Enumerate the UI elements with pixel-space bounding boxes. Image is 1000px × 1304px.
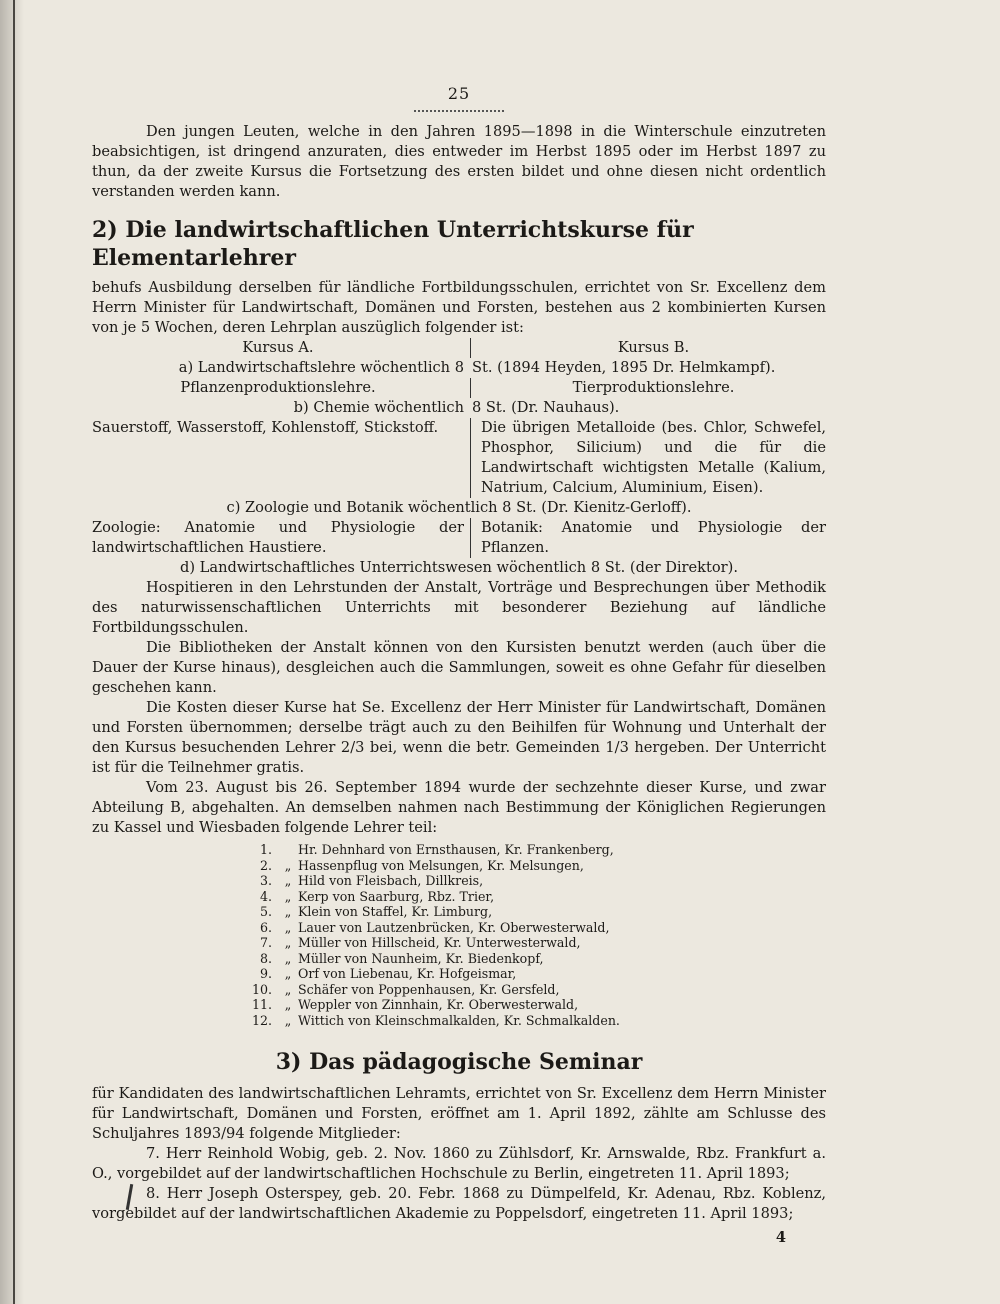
subject-a-topics [92,378,826,398]
paragraph-teilnehmer: Vom 23. August bis 26. September 1894 wurde der sechzehnte dieser Kurse, und zwar Abteilung B, abgehalten. An demselben nahmen nach Bestimmung der Königlichen Regierungen zu Kassel und Wiesbaden folgende Lehrer teil: [92,779,826,836]
subject-c-topic-right: Botanik: Anatomie und Physiologie der Pflanzen. [470,518,826,558]
page-number-ornament [414,104,504,112]
list-item: 4. „ Kerp von Saarburg, Rbz. Trier, [259,888,495,904]
list-item: 7. „ Müller von Hillscheid, Kr. Unterwesterwald, [259,935,581,950]
kurs-b-label: Kursus B. [470,338,826,358]
list-item: 9. „ Orf von Liebenau, Kr. Hofgeismar, [259,966,517,981]
list-item: 12. „ Wittich von Kleinschmalkalden, Kr. Schmalkalden. [251,1012,620,1028]
paragraph-kosten: Die Kosten dieser Kurse hat Se. Excellenz der Herr Minister für Landwirtschaft, Domänen und Forsten übernommen; derselbe trägt auch zu den Beihilfen für Wohnung und Unterhalt der den Kursus besuchenden Lehrer 2/3 bei, wenn die betr. Gemeinden 1/3 hergeben. Der Unterricht ist für die Teilnehmer gratis. [92,699,826,776]
kurs-header-row [92,338,826,358]
list-item: 3. „ Hild von Fleisbach, Dillkreis, [259,873,484,888]
list-item: 6. „ Lauer von Lautzenbrücken, Kr. Oberwesterwald, [259,919,610,935]
list-item: 2. „ Hassenpflug von Melsungen, Kr. Melsungen, [259,857,584,873]
intro-paragraph: Den jungen Leuten, welche in den Jahren 1895—1898 in die Winterschule einzutreten beabsichtigen, ist dringend anzuraten, dies entweder im Herbst 1895 oder im Herbst 1897 zu thun, da der zweite Kursus die Fortsetzung des ersten bildet und ohne diesen nicht ordentlich verstanden werden kann. [92,123,826,200]
subject-a-topic-left: Pflanzenproduktionslehre. [180,379,376,396]
member-7: 7. Herr Reinhold Wobig, geb. 2. Nov. 1860 zu Zühlsdorf, Kr. Arnswalde, Rbz. Frankfurt a. O., vorgebildet auf der landwirtschaftlichen Hochschule zu Berlin, eingetreten 11. April 1893; [92,1145,826,1182]
section-3-intro: für Kandidaten des landwirtschaftlichen Lehramts, errichtet von Sr. Excellenz dem Herrn Minister für Landwirtschaft, Domänen und Forsten, eröffnet am 1. April 1892, zählte am Schlusse des Schuljahres 1893/94 folgende Mitglieder: [92,1085,826,1142]
member-8: 8. Herr Joseph Osterspey, geb. 20. Febr. 1868 zu Dümpelfeld, Kr. Adenau, Rbz. Koblenz, vorgebildet auf der landwirtschaftlichen Akademie zu Poppelsdorf, eingetreten 11. April 1893; [92,1185,826,1222]
list-item: 10. „ Schäfer von Poppenhausen, Kr. Gersfeld, [251,981,560,997]
paragraph-hospitieren: Hospitieren in den Lehrstunden der Anstalt, Vorträge und Besprechungen über Methodik des naturwissenschaftlichen Unterrichts mit besonderer Beziehung auf ländliche Fortbildungsschulen. [92,579,826,636]
section-2-heading: 2) Die landwirtschaftlichen Unterrichtskurse für Elementarlehrer [92,217,694,271]
subject-b-topic-right: Die übrigen Metalloide (bes. Chlor, Schwefel, Phosphor, Silicium) und die für die Landwirtschaft wichtigsten Metalle (Kalium, Natrium, Calcium, Aluminium, Eisen). [470,418,826,498]
list-item: 11. „ Weppler von Zinnhain, Kr. Oberwesterwald, [251,997,579,1012]
list-item: 1. Hr. Dehnhard von Ernsthausen, Kr. Frankenberg, [259,842,614,857]
subject-a-right: St. (1894 Heyden, 1895 Dr. Helmkampf). [472,359,776,376]
list-item: 8. „ Müller von Naunheim, Kr. Biedenkopf, [259,950,544,966]
lehrer-list [242,842,826,1028]
subject-b-topic-left: Sauerstoff, Wasserstoff, Kohlenstoff, Stickstoff. [92,419,439,436]
subject-a-line [92,358,826,378]
list-item: 5. „ Klein von Staffel, Kr. Limburg, [259,904,493,919]
page-content [92,84,826,1248]
page-number: 25 [447,84,471,103]
signature-mark: 4 [775,1229,786,1246]
subject-c-topic-left: Zoologie: Anatomie und Physiologie der landwirtschaftlichen Haustiere. [92,519,464,556]
subject-a-left: a) Landwirtschaftslehre wöchentlich 8 [178,359,464,376]
kurs-a-label: Kursus A. [242,339,314,356]
paragraph-bibliotheken: Die Bibliotheken der Anstalt können von den Kursisten benutzt werden (auch über die Dauer der Kurse hinaus), desgleichen auch die Sammlungen, soweit es ohne Gefahr für dieselben geschehen kann. [92,639,826,696]
subject-d-line: d) Landwirtschaftliches Unterrichtswesen wöchentlich 8 St. (der Direktor). [180,559,738,576]
subject-b-topics [92,418,826,498]
section-2-intro: behufs Ausbildung derselben für ländliche Fortbildungsschulen, errichtet von Sr. Excellenz dem Herrn Minister für Landwirtschaft, Domänen und Forsten, bestehen aus 2 kombinierten Kursen von je 5 Wochen, deren Lehrplan auszüglich folgender ist: [92,279,826,336]
subject-b-right: 8 St. (Dr. Nauhaus). [472,399,620,416]
subject-b-line [92,398,826,418]
section-3-heading: 3) Das pädagogische Seminar [275,1049,643,1075]
subject-a-topic-right: Tierproduktionslehre. [470,378,826,398]
subject-c-line: c) Zoologie und Botanik wöchentlich 8 St. (Dr. Kienitz-Gerloff). [226,499,692,516]
subject-b-left: b) Chemie wöchentlich [293,399,464,416]
subject-c-topics [92,518,826,558]
page-gutter [0,0,24,1304]
